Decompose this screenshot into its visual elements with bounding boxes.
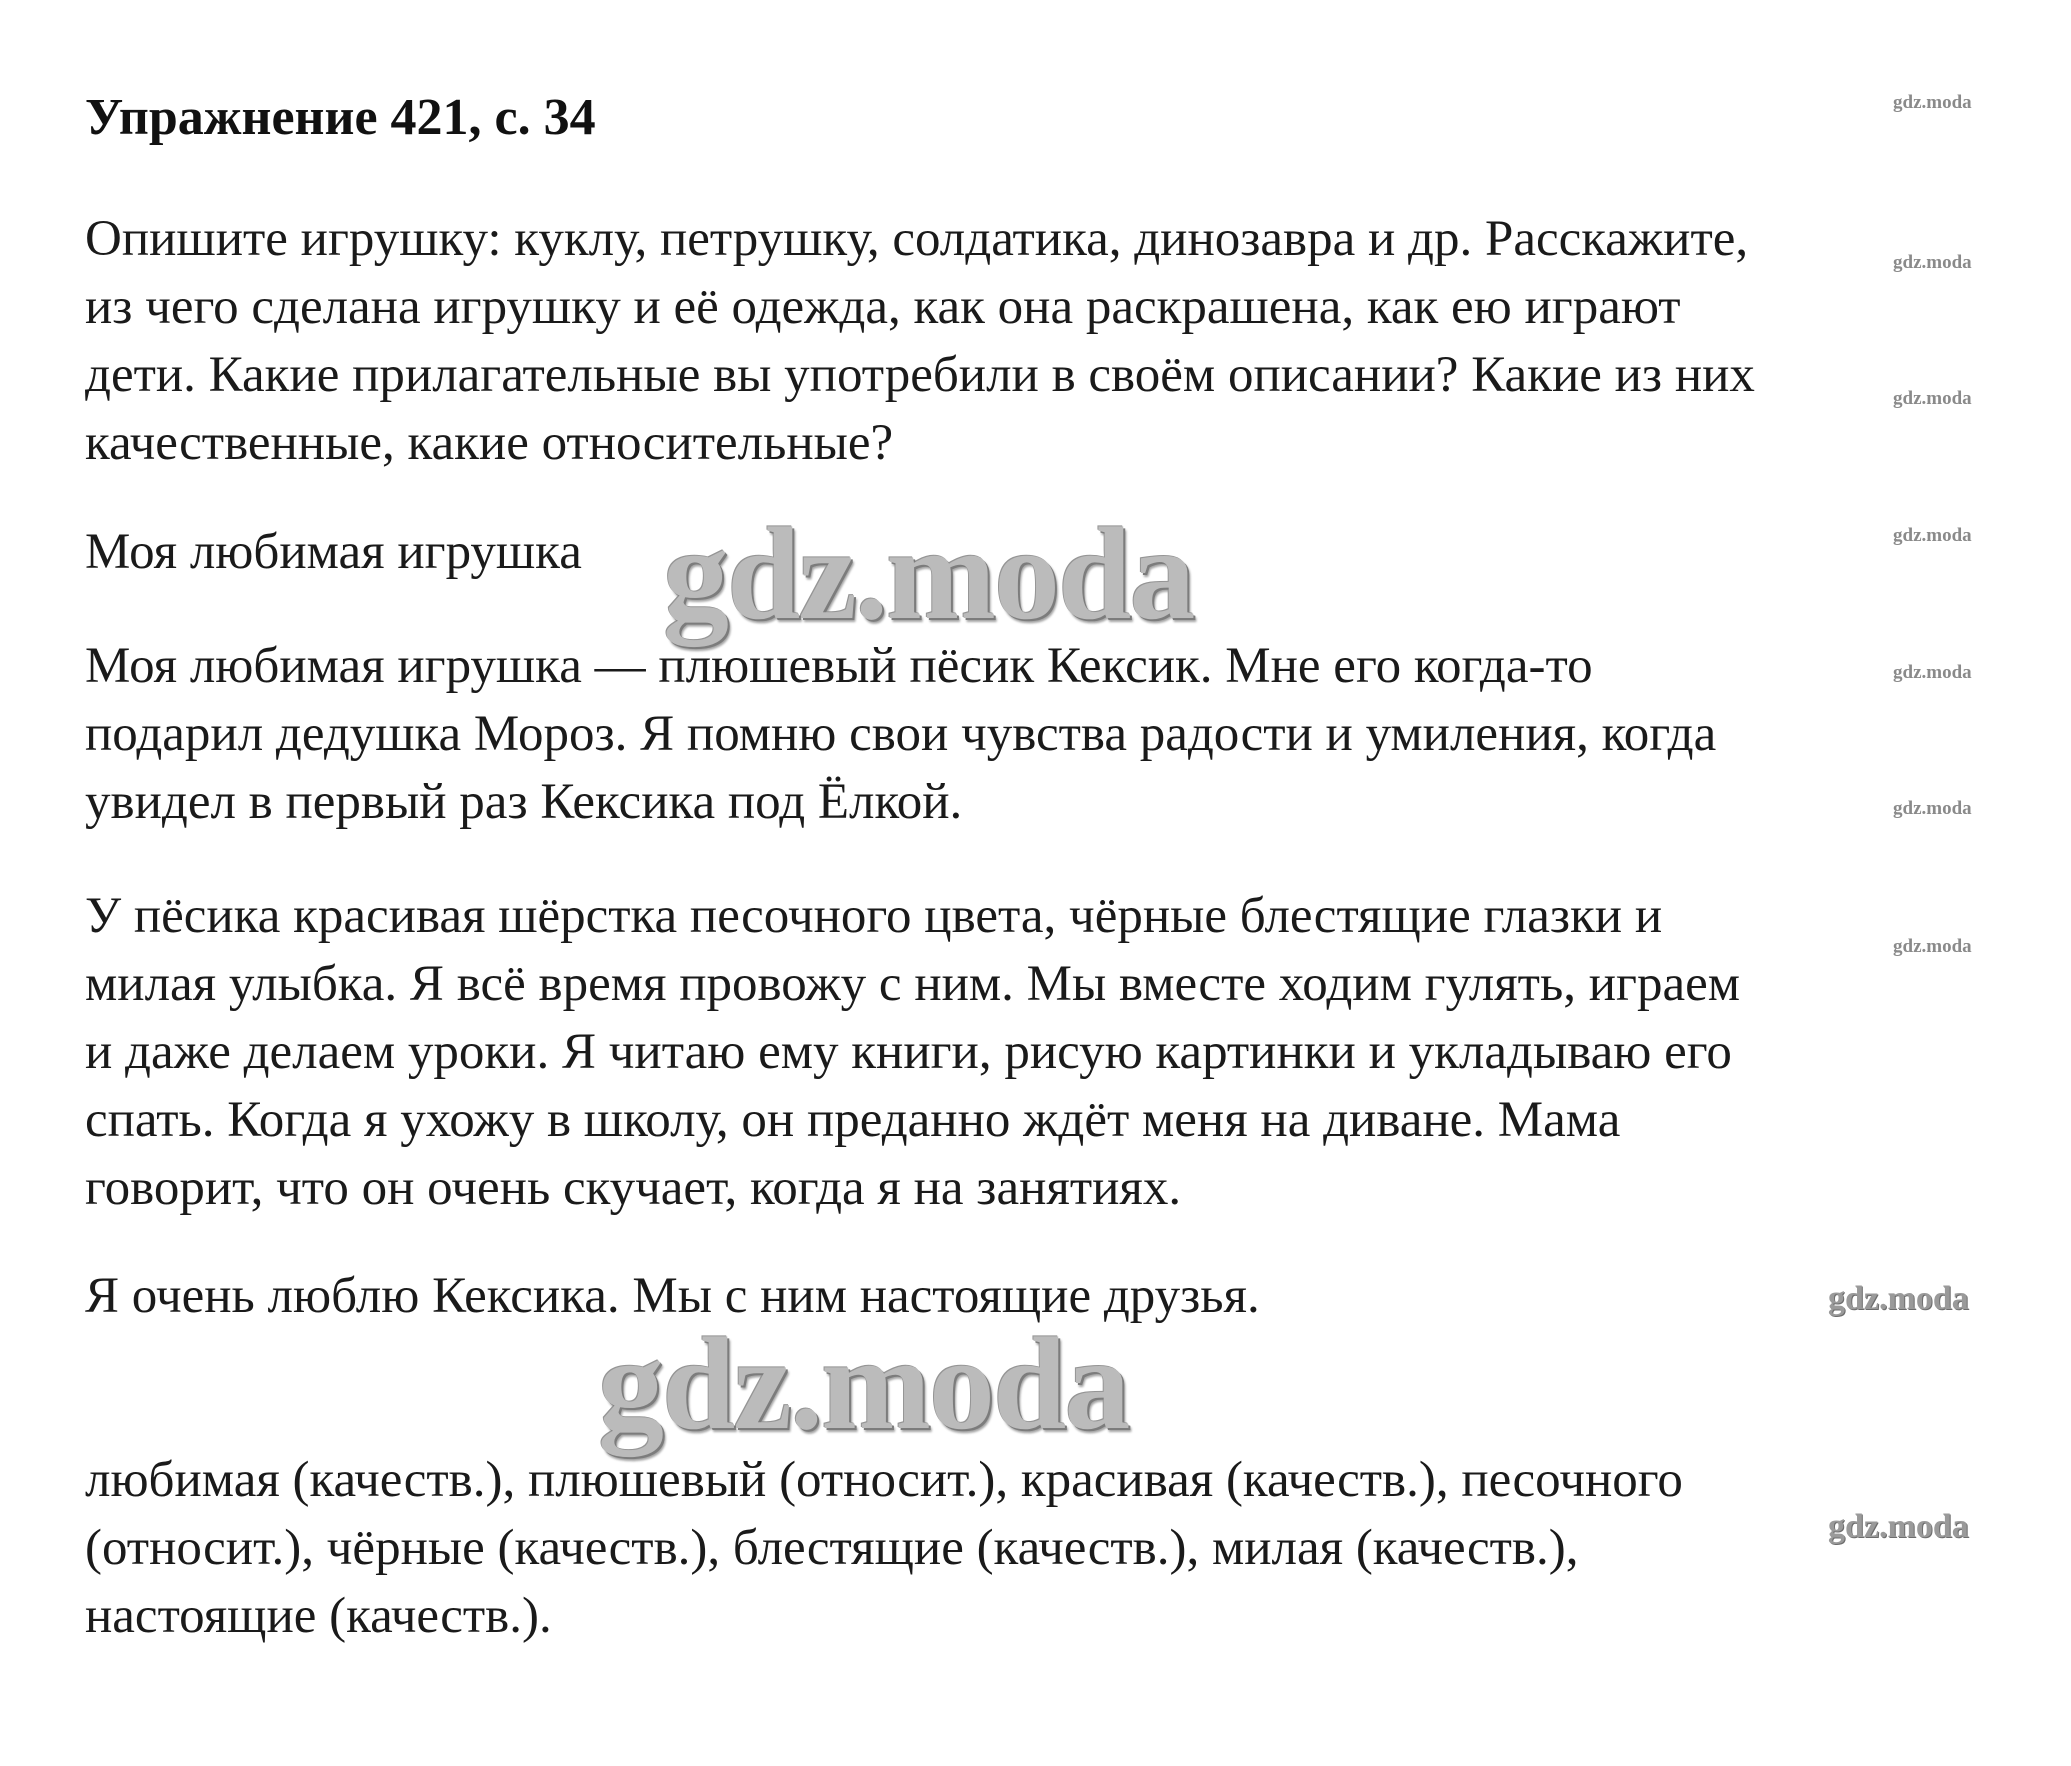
text-line: настоящие (качеств.).	[85, 1588, 552, 1644]
watermark-small: gdz.moda	[1893, 936, 1972, 957]
watermark-small: gdz.moda	[1893, 388, 1972, 409]
watermark-small: gdz.moda	[1893, 252, 1972, 273]
paragraph-2	[85, 882, 2035, 1222]
exercise-title: Упражнение 421, с. 34	[85, 89, 596, 146]
adjective-analysis	[85, 1446, 2035, 1650]
text-line: из чего сделана игрушку и её одежда, как она раскрашена, как ею играют	[85, 279, 1681, 335]
text-line: У пёсика красивая шёрстка песочного цвета, чёрные блестящие глазки и	[85, 888, 1663, 944]
watermark-large: gdz.moda	[663, 500, 1194, 647]
watermark-small: gdz.moda	[1893, 92, 1972, 113]
text-line: говорит, что он очень скучает, когда я на занятиях.	[85, 1160, 1182, 1216]
watermark-small: gdz.moda	[1893, 662, 1972, 683]
text-line: любимая (качеств.), плюшевый (относит.), красивая (качеств.), песочного	[85, 1452, 1683, 1508]
watermark-large: gdz.moda	[598, 1310, 1129, 1457]
paragraph-1	[85, 632, 2035, 836]
text-line: и даже делаем уроки. Я читаю ему книги, рисую картинки и укладываю его	[85, 1024, 1732, 1080]
text-line: Опишите игрушку: куклу, петрушку, солдатика, динозавра и др. Расскажите,	[85, 211, 1749, 267]
watermark-small: gdz.moda	[1893, 798, 1972, 819]
watermark-small: gdz.moda	[1893, 525, 1972, 546]
text-line: подарил дедушка Мороз. Я помню свои чувства радости и умиления, когда	[85, 706, 1717, 762]
text-line: Моя любимая игрушка	[85, 524, 582, 580]
watermark-medium: gdz.moda	[1828, 1508, 1969, 1545]
text-line: милая улыбка. Я всё время провожу с ним. Мы вместе ходим гулять, играем	[85, 956, 1740, 1012]
text-line: дети. Какие прилагательные вы употребили в своём описании? Какие из них	[85, 347, 1755, 403]
text-line: (относит.), чёрные (качеств.), блестящие (качеств.), милая (качеств.),	[85, 1520, 1579, 1576]
watermark-medium: gdz.moda	[1828, 1280, 1969, 1317]
text-line: увидел в первый раз Кексика под Ёлкой.	[85, 774, 963, 830]
text-line: спать. Когда я ухожу в школу, он преданно ждёт меня на диване. Мама	[85, 1092, 1621, 1148]
text-line: Моя любимая игрушка — плюшевый пёсик Кексик. Мне его когда-то	[85, 638, 1593, 694]
text-line: Я очень люблю Кексика. Мы с ним настоящие друзья.	[85, 1268, 1260, 1324]
task-text	[85, 205, 2035, 477]
text-line: качественные, какие относительные?	[85, 415, 894, 471]
